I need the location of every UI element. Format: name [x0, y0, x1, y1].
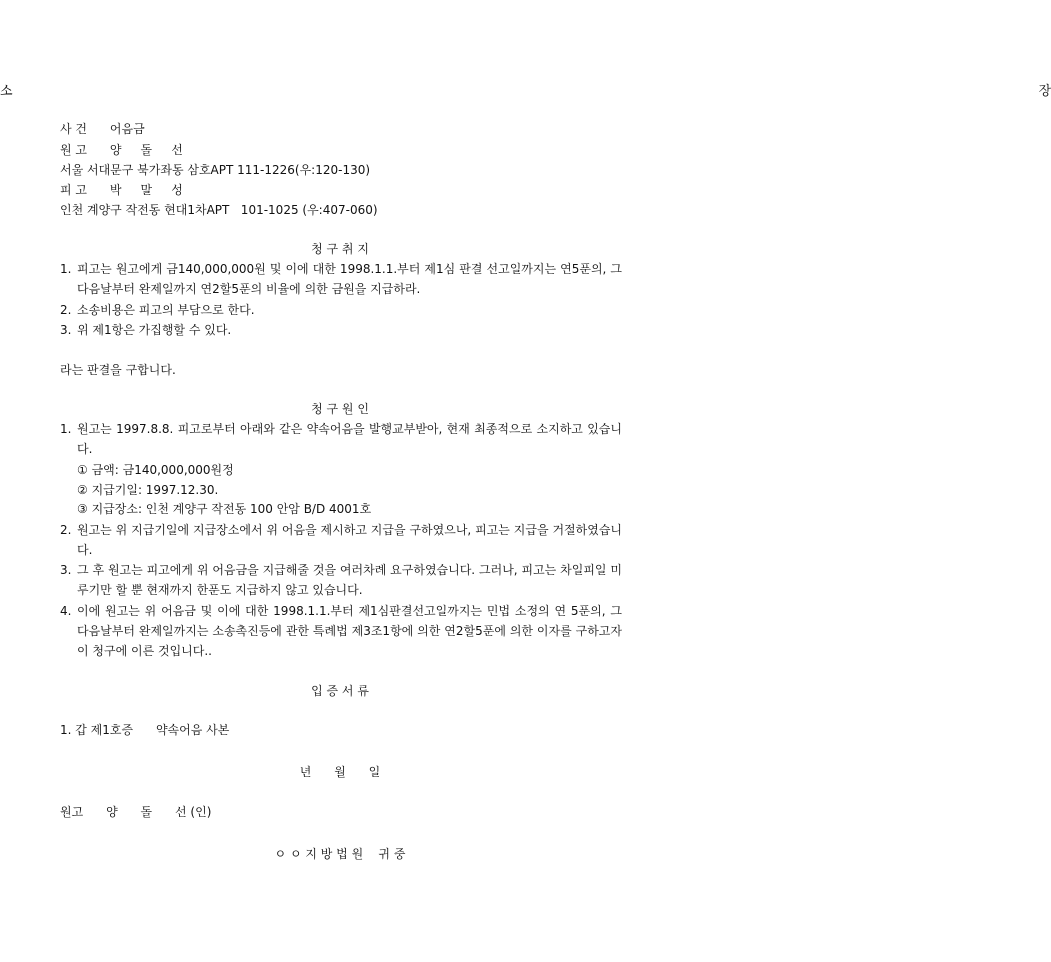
item-number: 2.	[60, 523, 72, 537]
item-text: 원고는 1997.8.8. 피고로부터 아래와 같은 약속어음을 발행교부받아, 현재 최종적으로 소지하고 있습니다.	[77, 422, 622, 456]
document-title: 소 장	[0, 84, 1051, 99]
item-text: 그 후 원고는 피고에게 위 어음금을 지급해줄 것을 여러차례 요구하였습니다. 그러나, 피고는 차일피일 미루기만 할 뿐 현재까지 한푼도 지급하지 않고 있습니다.	[77, 563, 622, 597]
note-due-date: ② 지급기일: 1997.12.30.	[77, 483, 219, 497]
note-payment-place: ③ 지급장소: 인천 계양구 작전동 100 안암 B/D 4001호	[77, 502, 372, 516]
court-addressee: ㅇ ㅇ 지 방 법 원 귀 중	[274, 847, 406, 861]
date-line: 년 월 일	[299, 765, 381, 779]
claim-purpose-item	[60, 320, 622, 340]
item-number: 2.	[60, 303, 72, 317]
claim-cause-heading: 청 구 원 인	[311, 402, 369, 416]
item-number: 1.	[60, 422, 72, 436]
signature-line: 원고 양 돌 선 (인)	[60, 805, 212, 819]
defendant-line: 피 고 박 말 성	[60, 183, 183, 197]
claim-cause-item	[60, 419, 622, 459]
plaintiff-line: 원 고 양 돌 선	[60, 143, 183, 157]
evidence-item: 1. 갑 제1호증 약속어음 사본	[60, 723, 230, 737]
defendant-address: 인천 계양구 작전동 현대1차APT 101-1025 (우:407-060)	[60, 203, 378, 217]
case-line: 사 건 어음금	[60, 122, 145, 136]
judgment-request-line: 라는 판결을 구합니다.	[60, 363, 176, 377]
plaintiff-address: 서울 서대문구 북가좌동 삼호APT 111-1226(우:120-130)	[60, 163, 371, 177]
claim-cause-item	[60, 520, 622, 560]
item-number: 3.	[60, 563, 72, 577]
claim-cause-item	[60, 560, 622, 600]
evidence-heading: 입 증 서 류	[311, 684, 369, 698]
item-text: 위 제1항은 가집행할 수 있다.	[77, 323, 232, 337]
claim-purpose-item	[60, 259, 622, 299]
item-text: 이에 원고는 위 어음금 및 이에 대한 1998.1.1.부터 제1심판결선고일까지는 민법 소정의 연 5푼의, 그 다음날부터 완제일까지는 소송촉진등에 관한 특례법 제3조1항에 의한 연2할5푼에 의한 이자를 구하고자 이 청구에 이른 것입니다..	[77, 604, 622, 658]
item-number: 4.	[60, 604, 72, 618]
claim-purpose-item	[60, 300, 622, 320]
claim-cause-item	[60, 601, 622, 661]
claim-purpose-heading: 청 구 취 지	[311, 242, 369, 256]
item-text: 소송비용은 피고의 부담으로 한다.	[77, 303, 255, 317]
item-text: 피고는 원고에게 금140,000,000원 및 이에 대한 1998.1.1.부터 제1심 판결 선고일까지는 연5푼의, 그 다음날부터 완제일까지 연2할5푼의 비율에 의한 금원을 지급하라.	[77, 262, 622, 296]
item-number: 1.	[60, 262, 72, 276]
item-text: 원고는 위 지급기일에 지급장소에서 위 어음을 제시하고 지급을 구하였으나, 피고는 지급을 거절하였습니다.	[77, 523, 622, 557]
item-number: 3.	[60, 323, 72, 337]
note-amount: ① 금액: 금140,000,000원정	[77, 463, 234, 477]
